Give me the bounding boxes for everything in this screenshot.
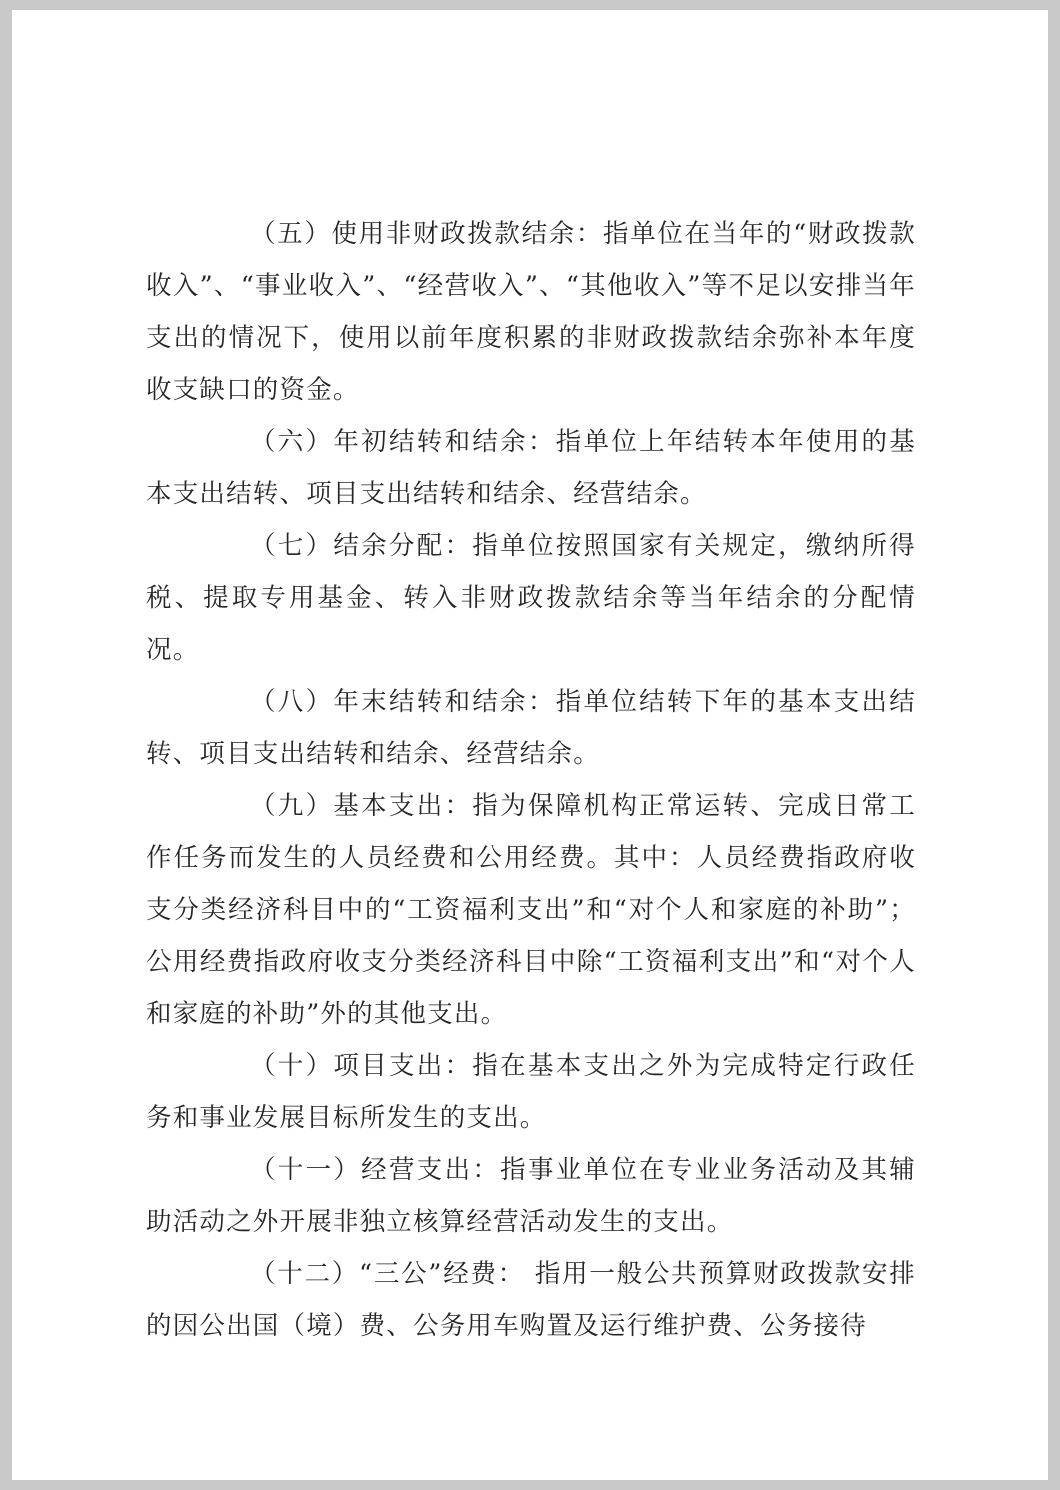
document-body [146,208,916,1352]
paragraph-item-11: （十一）经营支出：指事业单位在专业业务活动及其辅助活动之外开展非独立核算经营活动发生的支出。 [146,1155,916,1237]
paragraph-item-9: （九）基本支出：指为保障机构正常运转、完成日常工作任务而发生的人员经费和公用经费。其中：人员经费指政府收支分类经济科目中的“工资福利支出”和“对个人和家庭的补助”；公用经费指政府收支分类经济科目中除“工资福利支出”和“对个人和家庭的补助”外的其他支出。 [146,791,916,1029]
paragraph-item-5: （五）使用非财政拨款结余：指单位在当年的“财政拨款收入”、“事业收入”、“经营收入”、“其他收入”等不足以安排当年支出的情况下，使用以前年度积累的非财政拨款结余弥补本年度收支缺口的资金。 [146,219,916,405]
paragraph-item-7: （七）结余分配：指单位按照国家有关规定，缴纳所得税、提取专用基金、转入非财政拨款结余等当年结余的分配情况。 [146,531,916,665]
document-page [12,10,1048,1480]
paragraph-item-8: （八）年末结转和结余：指单位结转下年的基本支出结转、项目支出结转和结余、经营结余。 [146,687,916,769]
paragraph-item-10: （十）项目支出：指在基本支出之外为完成特定行政任务和事业发展目标所发生的支出。 [146,1051,916,1133]
paragraph-item-12: （十二）“三公”经费： 指用一般公共预算财政拨款安排的因公出国（境）费、公务用车购置及运行维护费、公务接待 [146,1259,916,1341]
paragraph-item-6: （六）年初结转和结余：指单位上年结转本年使用的基本支出结转、项目支出结转和结余、经营结余。 [146,427,916,509]
